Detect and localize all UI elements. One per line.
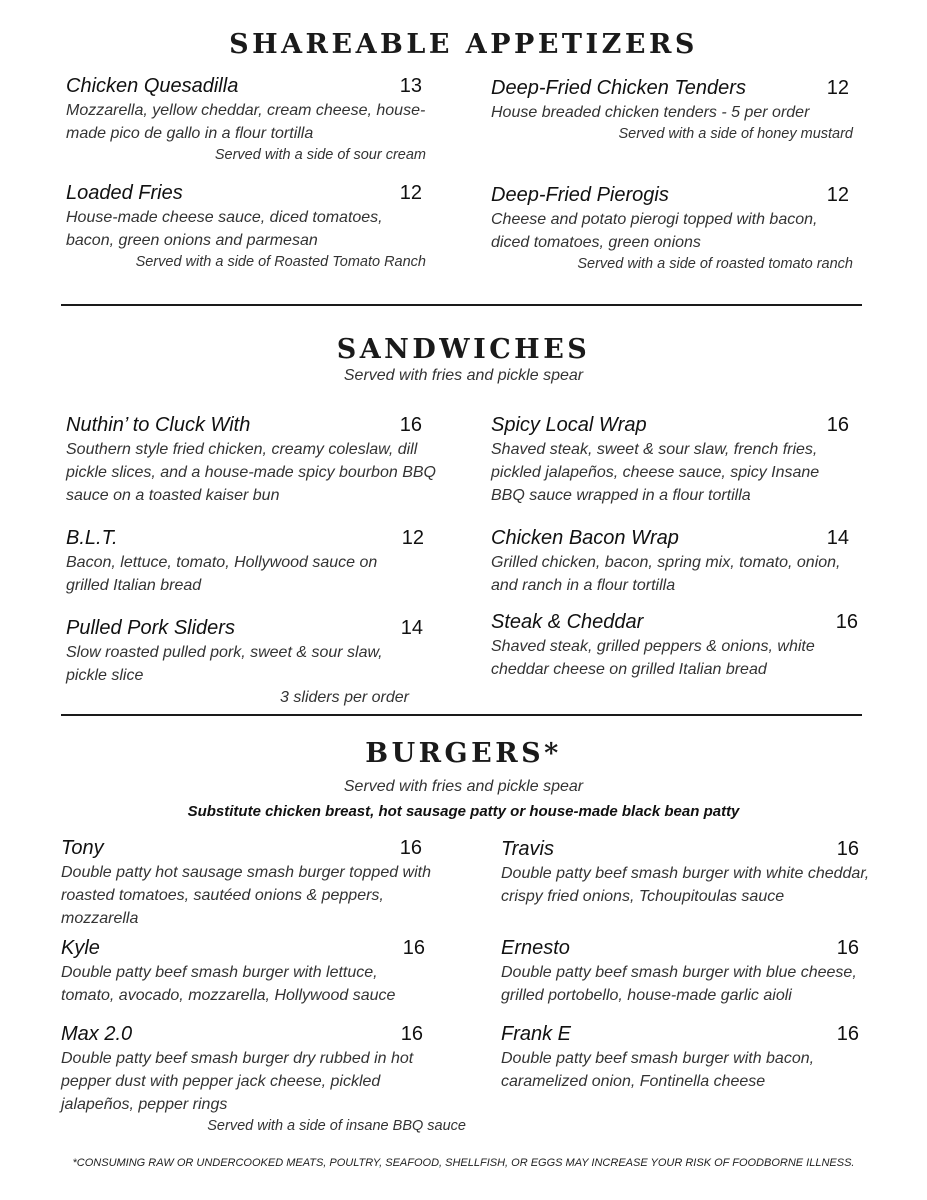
menu-item <box>66 525 428 597</box>
item-note: Served with a side of roasted tomato ranch <box>577 256 853 272</box>
menu-item <box>491 182 853 275</box>
item-description: House-made cheese sauce, diced tomatoes, bacon, green onions and parmesan <box>66 209 383 249</box>
item-name: Chicken Bacon Wrap <box>491 527 679 549</box>
item-note: Served with a side of Roasted Tomato Ranch <box>135 254 426 270</box>
menu-item <box>501 1021 859 1093</box>
item-description: Cheese and potato pierogi topped with bacon, diced tomatoes, green onions <box>491 211 818 251</box>
section-divider <box>61 304 862 306</box>
item-description: Double patty beef smash burger with lettuce, tomato, avocado, mozzarella, Hollywood sauce <box>61 964 396 1004</box>
menu-item <box>66 73 426 166</box>
item-description: Southern style fried chicken, creamy coleslaw, dill pickle slices, and a house-made spicy bourbon BBQ sauce on a toasted kaiser bun <box>66 441 436 504</box>
sandwiches-subtitle: Served with fries and pickle spear <box>343 367 584 384</box>
item-price: 12 <box>401 527 424 549</box>
item-note: 3 sliders per order <box>280 689 409 706</box>
item-name: B.L.T. <box>66 527 118 549</box>
item-note: Served with a side of insane BBQ sauce <box>207 1118 466 1134</box>
sandwiches-title: SANDWICHES <box>336 334 591 365</box>
item-name: Travis <box>501 838 554 860</box>
burgers-title: BURGERS* <box>365 738 562 769</box>
item-name: Steak & Cheddar <box>491 611 644 633</box>
item-name: Chicken Quesadilla <box>66 75 239 97</box>
item-price: 13 <box>399 75 422 97</box>
burgers-subtitle: Served with fries and pickle spear <box>343 778 584 795</box>
menu-item <box>66 412 448 507</box>
menu-item <box>61 835 432 930</box>
item-description: Shaved steak, grilled peppers & onions, white cheddar cheese on grilled Italian bread <box>491 638 815 678</box>
appetizers-title: SHAREABLE APPETIZERS <box>229 29 698 60</box>
item-name: Spicy Local Wrap <box>491 414 647 436</box>
item-price: 16 <box>399 837 422 859</box>
menu-item <box>66 180 426 273</box>
item-name: Kyle <box>61 937 100 959</box>
burgers-substitute-note: Substitute chicken breast, hot sausage patty or house-made black bean patty <box>187 803 740 820</box>
item-description: Mozzarella, yellow cheddar, cream cheese, house-made pico de gallo in a flour tortilla <box>66 102 426 142</box>
item-name: Pulled Pork Sliders <box>66 617 235 639</box>
item-price: 14 <box>400 617 423 639</box>
item-name: Ernesto <box>501 937 570 959</box>
item-name: Max 2.0 <box>61 1023 133 1045</box>
item-price: 16 <box>402 937 425 959</box>
item-name: Deep-Fried Pierogis <box>491 184 669 206</box>
item-note: Served with a side of sour cream <box>214 147 426 163</box>
menu-item <box>61 1021 466 1137</box>
item-description: Slow roasted pulled pork, sweet & sour slaw, pickle slice <box>66 644 383 684</box>
item-description: Double patty beef smash burger with blue cheese, grilled portobello, house-made garlic aioli <box>501 964 857 1004</box>
item-description: Double patty beef smash burger with white cheddar, crispy fried onions, Tchoupitoulas sauce <box>501 865 870 905</box>
item-description: Double patty beef smash burger dry rubbed in hot pepper dust with pepper jack cheese, pickled jalapeños, pepper rings <box>61 1050 414 1113</box>
item-name: Nuthin’ to Cluck With <box>66 414 251 436</box>
consumer-advisory-footer: *CONSUMING RAW OR UNDERCOOKED MEATS, POULTRY, SEAFOOD, SHELLFISH, OR EGGS MAY INCREASE YOUR RISK OF FOODBORNE ILLNESS. <box>72 1157 855 1169</box>
item-price: 16 <box>835 611 858 633</box>
item-description: Double patty beef smash burger with bacon, caramelized onion, Fontinella cheese <box>501 1050 815 1090</box>
menu-item <box>491 75 853 145</box>
item-price: 16 <box>400 1023 423 1045</box>
menu-item <box>491 609 858 681</box>
menu-item <box>501 935 859 1007</box>
menu-item <box>66 615 423 708</box>
item-price: 16 <box>836 838 859 860</box>
section-divider <box>61 714 862 716</box>
item-name: Frank E <box>501 1023 572 1045</box>
item-price: 16 <box>826 414 849 436</box>
item-description: House breaded chicken tenders - 5 per order <box>491 104 810 121</box>
item-description: Grilled chicken, bacon, spring mix, tomato, onion, and ranch in a flour tortilla <box>491 554 841 594</box>
item-price: 14 <box>826 527 849 549</box>
menu-item <box>501 836 870 908</box>
item-price: 12 <box>826 77 849 99</box>
item-note: Served with a side of honey mustard <box>618 126 853 142</box>
item-description: Double patty hot sausage smash burger topped with roasted tomatoes, sautéed onions & peppers, mozzarella <box>61 864 432 927</box>
menu-item <box>61 935 425 1007</box>
item-name: Deep-Fried Chicken Tenders <box>491 77 746 99</box>
menu-item <box>491 412 853 507</box>
item-price: 16 <box>836 937 859 959</box>
item-price: 12 <box>399 182 422 204</box>
item-price: 16 <box>399 414 422 436</box>
item-name: Loaded Fries <box>66 182 183 204</box>
item-price: 12 <box>826 184 849 206</box>
item-name: Tony <box>61 837 104 859</box>
menu-item <box>491 525 853 597</box>
item-description: Bacon, lettuce, tomato, Hollywood sauce on grilled Italian bread <box>66 554 378 594</box>
item-price: 16 <box>836 1023 859 1045</box>
item-description: Shaved steak, sweet & sour slaw, french fries, pickled jalapeños, cheese sauce, spicy Insane BBQ sauce wrapped in a flour tortilla <box>491 441 820 504</box>
